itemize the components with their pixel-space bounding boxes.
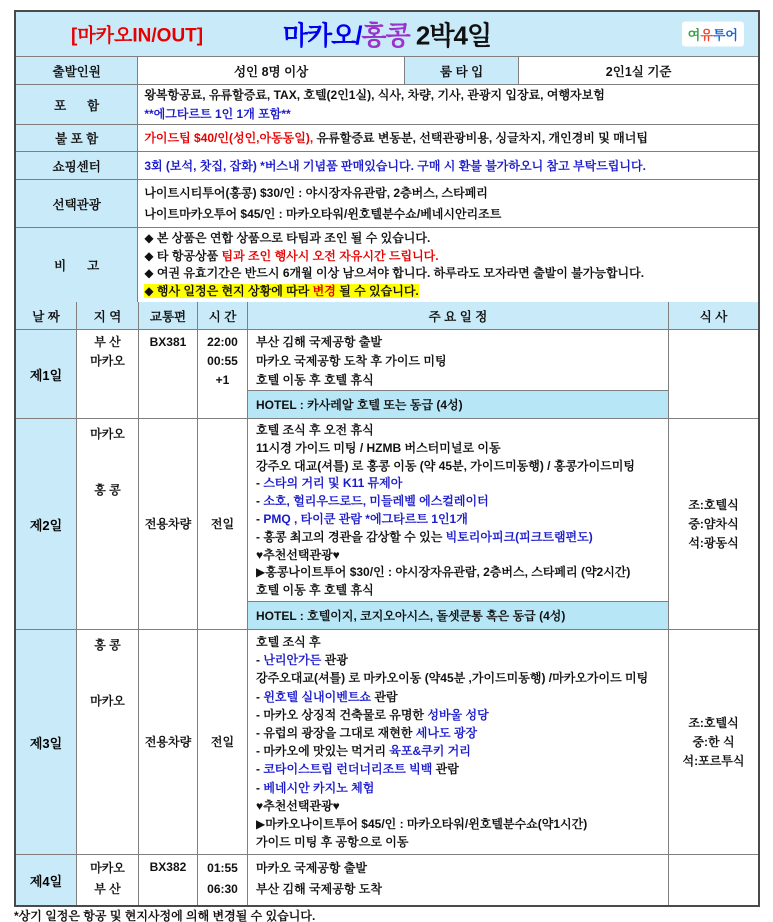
text-segment: -: [256, 494, 264, 509]
time-cell: [198, 330, 248, 418]
meal-item: 석:포르투식: [682, 753, 745, 768]
meal-item: 중:한 식: [692, 734, 735, 749]
text-line: [256, 779, 668, 797]
info-label: 비 고: [16, 228, 138, 302]
text-segment: 가이드 미팅 후 공항으로 이동: [256, 835, 409, 850]
info-row: [16, 85, 758, 125]
schedule-column-header: 주 요 일 정: [248, 302, 669, 329]
info-label: 쇼핑센터: [16, 152, 138, 179]
text-line: [256, 760, 668, 778]
logo-char-2: 유: [700, 27, 713, 43]
text-line: [256, 688, 668, 706]
text-segment: 팀과 조인 행사시 오전 자유시간 드립니다.: [221, 248, 439, 263]
itinerary-cell: [248, 855, 669, 905]
day-cell: 제1일: [16, 330, 77, 418]
region-cell: [77, 630, 139, 854]
text-line: [144, 157, 752, 175]
text-line: [256, 742, 668, 760]
text-segment: 강주오 대교(셔틀) 로 홍콩 이동 (약 45분, 가이드미동행) / 홍콩가이드미팅: [256, 458, 635, 473]
schedule-day-row: [16, 330, 758, 419]
text-line: [144, 86, 752, 105]
text-segment: 관광: [321, 653, 348, 668]
text-segment: 베네시안 카지노 체험: [263, 780, 375, 795]
region-name: 부 산: [94, 882, 121, 896]
text-segment: 부산 김해 국제공항 출발: [256, 335, 382, 349]
text-line: [144, 129, 752, 147]
text-segment: -: [256, 511, 264, 526]
region-name: 홍 콩: [94, 483, 121, 497]
text-segment: ◆ 행사 일정은 현지 상황에 따라: [144, 283, 313, 298]
text-segment: -: [256, 689, 264, 704]
itinerary-lines: [248, 630, 668, 854]
transport-cell: 전용차량: [139, 630, 198, 854]
title-destination-1: 마카오/: [282, 20, 362, 51]
text-segment: - 마카오 상징적 건축물로 유명한: [256, 707, 428, 722]
text-segment: ◆ 타 항공상품: [144, 248, 222, 263]
text-line: [144, 283, 752, 301]
info-value: [138, 85, 758, 124]
meal-cell: [669, 330, 758, 418]
info-label: 선택관광: [16, 180, 138, 227]
text-segment: 코타이스트립 런더너리조트 빅백: [263, 762, 433, 777]
text-line: [144, 183, 752, 204]
text-segment: 왕복항공료, 유류할증료, TAX, 호텔(2인1실), 식사, 차량, 기사, 관광지 입장료, 여행자보험: [144, 87, 605, 102]
room-type-label: 룸 타 입: [405, 57, 519, 84]
time-value: +1: [215, 373, 230, 387]
text-line: [256, 833, 668, 851]
text-segment: -: [256, 780, 264, 795]
time-value: 22:00: [207, 335, 238, 349]
schedule-day-row: [16, 630, 758, 855]
region-name: 마카오: [90, 354, 125, 368]
hotel-info-band: HOTEL : 호텔이지, 코지오아시스, 돌셋쿤통 혹은 동급 (4성): [248, 601, 668, 629]
time-cell: [198, 419, 248, 629]
text-segment: 마카오 국제공항 도착 후 가이드 미팅: [256, 354, 447, 368]
text-line: [256, 879, 668, 900]
text-segment: -: [256, 476, 264, 491]
text-segment: 호텔 조식 후: [256, 635, 321, 649]
text-segment: ◆ 본 상품은 연합 상품으로 타팀과 조인 될 수 있습니다.: [144, 231, 431, 245]
text-line: [256, 706, 668, 724]
text-segment: ▶홍콩나이트투어 $30/인 : 야시장자유관람, 2층버스, 스타페리 (약2시간): [256, 565, 631, 580]
day-cell: 제2일: [16, 419, 77, 629]
text-segment: 빅토리아피크(피크트램편도): [445, 529, 593, 544]
region-cell: [77, 330, 139, 418]
text-segment: 될 수 있습니다.: [335, 283, 419, 298]
logo-char-1: 여: [687, 27, 701, 43]
title-destination-2: 홍콩: [361, 20, 410, 51]
meal-item: 석:광동식: [688, 535, 739, 550]
text-line: [256, 333, 668, 352]
day-cell: 제4일: [16, 855, 77, 905]
itinerary-lines: [248, 419, 668, 601]
text-line: [144, 204, 752, 225]
text-segment: 관람: [432, 762, 459, 777]
text-segment: 가이드팁 $40/인(성인,아동동일),: [144, 131, 314, 145]
schedule-column-header: 교통편: [139, 302, 198, 329]
text-segment: 호텔 조식 후 오전 휴식: [256, 423, 374, 437]
text-segment: 나이트시티투어(홍콩) $30/인 : 야시장자유관람, 2층버스, 스타페리: [144, 185, 488, 200]
text-line: [256, 858, 668, 879]
text-segment: 소호, 헐리우드로드, 미들레벨 에스컬레이터: [263, 494, 489, 509]
info-value: [138, 228, 758, 302]
schedule-header-row: [16, 302, 758, 330]
meal-item: 조:호텔식: [688, 497, 739, 512]
time-value: 00:55: [207, 354, 238, 368]
time-value: 01:55: [207, 861, 238, 875]
text-line: [256, 475, 668, 493]
text-line: [256, 815, 668, 833]
text-segment: PMQ , 타이쿤 관람 *에그타르트 1인1개: [263, 511, 468, 526]
transport-cell: BX381: [139, 330, 198, 418]
info-value: [138, 125, 758, 151]
text-segment: - 마카오에 맛있는 먹거리: [256, 744, 390, 759]
text-segment: 호텔 이동 후 호텔 휴식: [256, 583, 374, 598]
schedule-column-header: 날 짜: [16, 302, 77, 329]
text-line: [144, 230, 752, 248]
text-segment: 스타의 거리 및 K11 뮤제아: [263, 476, 403, 491]
route-tag: [마카오IN/OUT]: [71, 25, 204, 47]
text-line: [256, 511, 668, 529]
text-segment: ◆ 여권 유효기간은 반드시 6개월 이상 남으셔야 합니다. 하루라도 모자라면 출발이 불가능합니다.: [144, 266, 645, 280]
time-cell: [198, 855, 248, 905]
region-cell: [77, 419, 139, 629]
schedule-day-row: [16, 855, 758, 905]
text-line: [256, 564, 668, 582]
schedule-column-header: 시 간: [198, 302, 248, 329]
title-row: [16, 12, 758, 57]
text-segment: -: [256, 653, 264, 668]
text-line: [256, 582, 668, 600]
text-line: [256, 458, 668, 476]
text-segment: 성바울 성당: [427, 707, 489, 722]
text-line: [256, 651, 668, 669]
text-segment: 부산 김해 국제공항 도착: [256, 882, 382, 896]
footer-note: *상기 일정은 항공 및 현지사정에 의해 변경될 수 있습니다.: [14, 909, 316, 922]
itinerary-lines: [248, 330, 668, 390]
text-segment: 3회 (보석, 찻집, 잡화) *버스내 기념품 판매있습니다. 구매 시 환불 불가하오니 참고 부탁드립니다.: [144, 158, 646, 173]
text-line: [144, 105, 752, 124]
text-line: [256, 724, 668, 742]
text-segment: 나이트마카오투어 $45/인 : 마카오타워/윈호텔분수쇼/베네시안리조트: [144, 206, 502, 221]
time-cell: [198, 630, 248, 854]
region-cell: [77, 855, 139, 905]
schedule-day-row: [16, 419, 758, 630]
logo-text: 투어: [712, 27, 738, 43]
text-line: [256, 352, 668, 371]
departure-count-value: 성인 8명 이상: [138, 57, 405, 84]
itinerary-cell: [248, 330, 669, 418]
info-label: 불 포 함: [16, 125, 138, 151]
day-cell: 제3일: [16, 630, 77, 854]
text-line: [256, 797, 668, 815]
room-type-value: 2인1실 기준: [605, 64, 672, 79]
itinerary-lines: [248, 855, 668, 905]
text-line: [256, 371, 668, 390]
info-value: [138, 152, 758, 179]
time-value: 전일: [210, 734, 235, 749]
region-name: 마카오: [90, 427, 125, 441]
meal-cell: [669, 419, 758, 629]
text-line: [256, 422, 668, 440]
text-segment: 난리안가든: [263, 653, 322, 668]
meal-item: 조:호텔식: [688, 715, 739, 730]
text-segment: ▶마카오나이트투어 $45/인 : 마카오타워/윈호텔분수쇼(약1시간): [256, 817, 588, 832]
time-value: 06:30: [207, 882, 238, 896]
text-line: [256, 633, 668, 651]
schedule-column-header: 지 역: [77, 302, 139, 329]
text-line: [256, 669, 668, 687]
text-segment: 변경: [312, 283, 336, 298]
info-row: [16, 152, 758, 180]
region-name: 부 산: [94, 335, 121, 349]
text-segment: 호텔 이동 후 호텔 휴식: [256, 373, 374, 387]
meal-item: 중:얌차식: [688, 516, 739, 531]
text-segment: 세나도 광장: [415, 726, 478, 741]
text-segment: - 유럽의 광장을 그대로 재현한: [256, 726, 416, 741]
text-line: [256, 529, 668, 547]
region-name: 마카오: [90, 861, 125, 875]
info-row: [16, 180, 758, 228]
page-title: [16, 16, 758, 53]
info-label: 포 함: [16, 85, 138, 124]
departure-row: [16, 57, 758, 85]
text-segment: 11시경 가이드 미팅 / HZMB 버스터미널로 이동: [256, 440, 501, 455]
travel-agency-logo: [682, 22, 744, 47]
text-segment: - 홍콩 최고의 경관을 감상할 수 있는: [256, 529, 446, 544]
schedule-rows: [16, 330, 758, 905]
text-line: [256, 547, 668, 565]
text-line: [256, 493, 668, 511]
meal-cell: [669, 630, 758, 854]
text-line: [144, 265, 752, 283]
text-segment: 마카오 국제공항 출발: [256, 861, 367, 875]
region-name: 홍 콩: [94, 638, 121, 652]
info-row: [16, 125, 758, 152]
info-row: [16, 228, 758, 302]
departure-count-label: 출발인원: [16, 57, 138, 84]
text-segment: 윈호텔 실내이벤트쇼: [263, 689, 372, 704]
region-name: 마카오: [90, 694, 125, 708]
transport-cell: BX382: [139, 855, 198, 905]
itinerary-cell: [248, 630, 669, 854]
text-segment: 관람: [371, 689, 398, 704]
title-duration: 2박4일: [409, 20, 492, 51]
itinerary-table: [14, 10, 760, 907]
schedule-column-header: 식 사: [669, 302, 758, 329]
text-line: [256, 440, 668, 458]
transport-cell: 전용차량: [139, 419, 198, 629]
itinerary-cell: [248, 419, 669, 629]
text-segment: ♥추천선택관광♥: [256, 798, 340, 813]
hotel-info-band: HOTEL : 카사레알 호텔 또는 동급 (4성): [248, 390, 668, 418]
text-segment: 유류할증료 변동분, 선택관광비용, 싱글차지, 개인경비 및 매너팁: [313, 131, 648, 145]
info-rows: [16, 85, 758, 302]
time-value: 전일: [210, 516, 235, 531]
text-segment: ♥추천선택관광♥: [256, 547, 340, 562]
text-segment: 육포&쿠키 거리: [389, 744, 471, 759]
info-value: [138, 180, 758, 227]
text-segment: **에그타르트 1인 1개 포함**: [144, 106, 291, 121]
text-segment: -: [256, 762, 264, 777]
text-segment: 강주오대교(셔틀) 로 마카오이동 (약45분 ,가이드미동행) /마카오가이드 미팅: [256, 671, 649, 686]
text-line: [144, 248, 752, 266]
meal-cell: [669, 855, 758, 905]
